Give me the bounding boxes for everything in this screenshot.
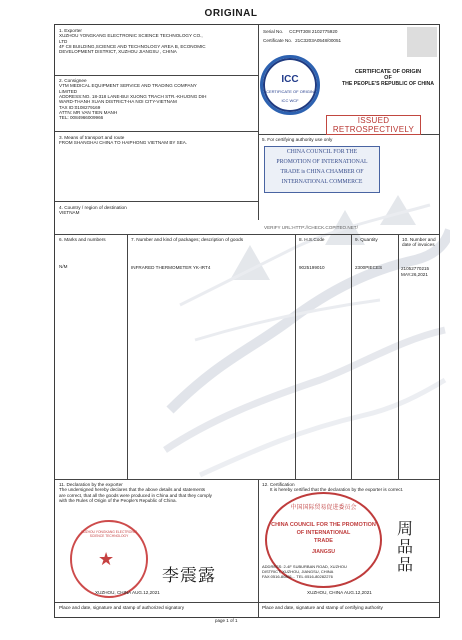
ccpit-stamp-line-1: CHINA COUNCIL FOR THE — [286, 149, 358, 155]
declaration-line-2: are correct, that all the goods were produced in China and that they comply — [59, 492, 212, 498]
certifier-signature: 周品品 — [397, 519, 414, 574]
document-title: ORIGINAL — [204, 8, 258, 19]
marks-header: 6. Marks and numbers — [59, 237, 106, 242]
serial-label: Serial No. — [263, 29, 284, 34]
exporter-company-stamp — [70, 520, 148, 598]
verify-url: VERIFY URL:HTTP://CHECK.COPITEO.NET/ — [264, 225, 358, 230]
declaration-place-date: XUZHOU, CHINA AUG.12,2021 — [95, 590, 160, 595]
ccpit-red-stamp-line-1: CHINA COUNCIL FOR THE PROMOTION — [271, 522, 376, 528]
ccpit-red-stamp-line-2: OF INTERNATIONAL — [296, 530, 351, 536]
ccpit-stamp — [264, 146, 380, 193]
ccpit-red-stamp-chinese: 中国国际贸易促进委员会 — [290, 504, 357, 511]
destination-section — [59, 205, 254, 216]
declaration-line-3: with the Rules of Origin of the People's Republic of China. — [59, 498, 177, 503]
icc-badge-text: ICC — [281, 74, 299, 85]
consignee-label: 2. Consignee — [59, 78, 87, 83]
icc-badge-sub-text: ICC WCF — [281, 98, 299, 103]
page-number: page 1 of 1 — [215, 618, 238, 623]
certificate-form-frame — [54, 24, 440, 618]
certification-footer: Place and date, signature and stamp of certifying authority — [262, 605, 383, 610]
goods-header: 7. Number and kind of packages; description of goods — [131, 237, 244, 242]
invoice-date: MAY.26,2021 — [401, 272, 428, 277]
serial-number: CCPIT308 2102775920 — [289, 29, 338, 34]
authority-section — [262, 137, 432, 233]
ccpit-stamp-line-2: PROMOTION OF INTERNATIONAL — [276, 159, 368, 165]
consignee-line-2: LIMITED — [59, 88, 78, 94]
hs-code-value: 9025199010 — [299, 265, 325, 270]
ccpit-red-stamp-line-4: JIANGSU — [311, 549, 336, 555]
exporter-label: 1. Exporter — [59, 28, 82, 33]
exporter-line-1: XUZHOU YONGKANG ELECTRONIC SCIENCE TECHNOLOGY CO., — [59, 33, 203, 39]
exporter-line-2: LTD — [59, 38, 68, 44]
consignee-line-1: VTM MEDICAL EQUIPMENT SERVICE AND TRADING COMPANY — [59, 83, 197, 89]
consignee-line-4: WARD-THANH XUAN DISTRICT-HA NOI CITY-VIETNAM — [59, 99, 177, 105]
ccpit-stamp-line-3: TRADE is CHINA CHAMBER OF — [280, 169, 364, 175]
transport-route: FROM SHANGHAI CHINA TO HAIPHONG VIETNAM BY SEA. — [59, 140, 188, 146]
hs-code-header: 8. H.S.Code — [299, 237, 325, 242]
serial-section — [263, 29, 398, 44]
certificate-number: 21C3203A0548/00051 — [295, 38, 342, 44]
heading-line-3: THE PEOPLE'S REPUBLIC OF CHINA — [341, 81, 435, 87]
consignee-line-3: ADDRESS:NO. 18-318 LANE-BUI XUONG TRACH STR.-KHUONG DIH — [59, 94, 207, 99]
ccpit-stamp-line-4: INTERNATIONAL COMMERCE — [281, 179, 363, 185]
certification-label: 12. Certification — [262, 482, 295, 487]
consignee-section — [59, 78, 254, 120]
exporter-line-3: 4F C8 BUILDING,SCIENCE AND TECHNOLOGY AREA B, ECONOMIC — [59, 44, 206, 49]
invoice-header: 10. Number and date of invoices — [402, 237, 436, 248]
certificate-heading — [340, 69, 436, 87]
certification-address-1: ADDRESS: 2-4F SUBURBAN ROAD, XUZHOU — [262, 564, 347, 569]
transport-section — [59, 135, 254, 146]
exporter-section — [59, 28, 254, 55]
exporter-stamp-text: XUZHOU YONGKANG ELECTRONIC SCIENCE TECHNOLOGY — [81, 530, 137, 538]
qr-code — [407, 27, 437, 57]
goods-description: INFRARED THERMOMETER YK-IRT4 — [131, 265, 211, 270]
transport-label: 3. Means of transport and route — [59, 135, 125, 140]
certificate-number-label: Certificate No. — [263, 38, 293, 44]
icc-certificate-badge — [260, 55, 320, 115]
quantity-value: 2300PIECES — [355, 265, 383, 270]
destination-country: VIETNAM — [59, 210, 80, 216]
quantity-header: 9. Quantity — [355, 237, 378, 242]
star-icon: ★ — [98, 549, 115, 569]
ccpit-red-stamp-line-3: TRADE — [314, 538, 333, 544]
icc-badge-ring-text: CERTIFICATE OF ORIGIN — [266, 89, 314, 94]
declaration-footer: Place and date, signature and stamp of authorized signatory — [59, 605, 185, 610]
declaration-line-1: The undersigned hereby declares that the above details and statements — [59, 487, 206, 493]
destination-label: 4. Country / region of destination — [59, 205, 127, 210]
consignee-line-7: TEL: 0084966009966 — [59, 115, 104, 121]
issued-retrospectively-stamp: ISSUED RETROSPECTIVELY — [326, 115, 421, 135]
heading-line-1: CERTIFICATE OF ORIGIN — [354, 69, 422, 75]
declaration-section — [59, 482, 254, 600]
certification-place-date: XUZHOU, CHINA AUG.12,2021 — [307, 590, 372, 595]
consignee-line-6: ATTN: MR VAN TIEN MANH — [59, 109, 118, 115]
heading-line-2: OF — [384, 75, 392, 81]
invoice-number: 21052770215 — [401, 266, 430, 271]
certification-address-2: DISTRICT, XUZHOU, JIANGSU, CHINA — [262, 569, 334, 574]
exporter-line-4: DEVELOPMENT DISTRICT, XUZHOU JIANGSU , CHINA — [59, 49, 177, 55]
certification-address-3: FAX:0516-80801... TEL:0516-80282276 — [262, 574, 333, 579]
declaration-label: 11. Declaration by the exporter — [59, 482, 123, 487]
marks-value: N/M — [59, 264, 68, 269]
consignee-line-5: TAX ID:0108279169 — [59, 104, 101, 110]
authority-label: 5. For certifying authority use only — [262, 137, 333, 142]
exporter-signature: 李震露 — [162, 566, 216, 586]
certification-line-1: It is hereby certified that the declaration by the exporter is correct. — [270, 487, 404, 493]
certification-section — [262, 482, 436, 600]
